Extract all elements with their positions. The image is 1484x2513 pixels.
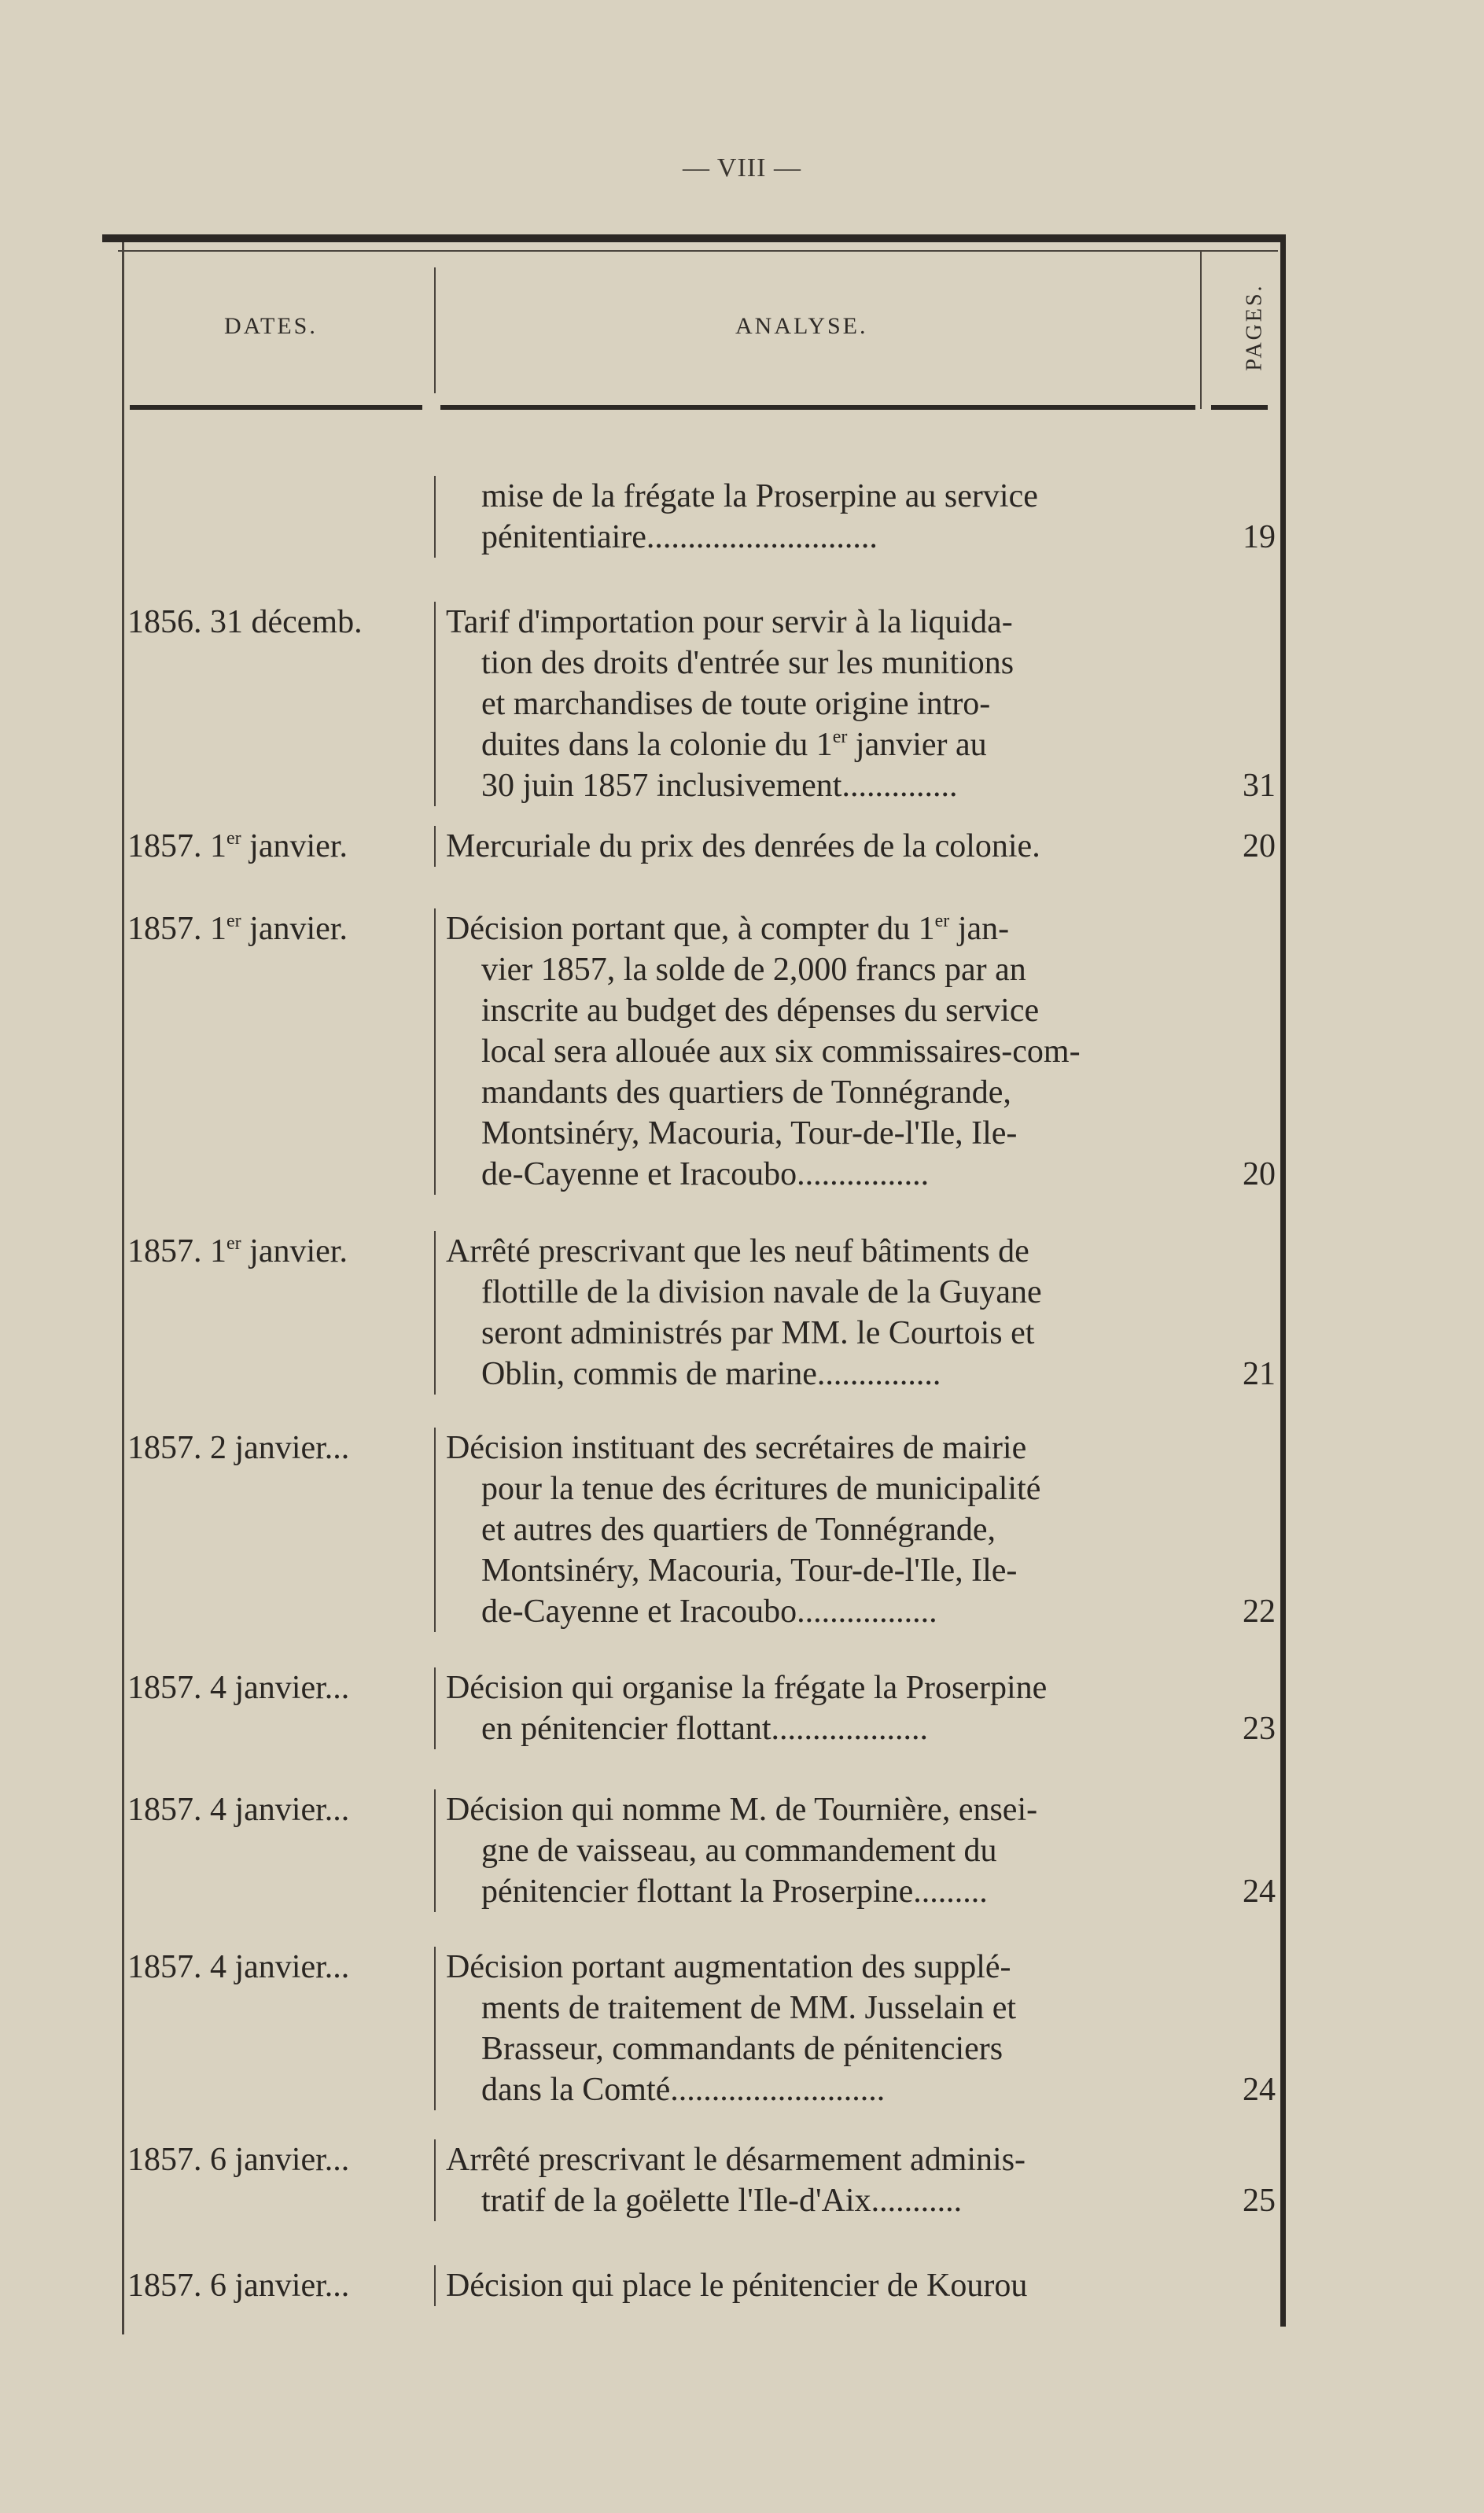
entry-analysis [446, 1428, 1184, 1632]
analysis-line: tion des droits d'entrée sur les munitions [481, 645, 1014, 681]
analysis-line: pour la tenue des écritures de municipalité [481, 1471, 1041, 1507]
analysis-line: Décision portant augmentation des supplé- [446, 1949, 1011, 1985]
analysis-line: ments de traitement de MM. Jusselain et [481, 1990, 1017, 2026]
entry-page-number: 20 [1243, 1156, 1276, 1192]
entry-analysis [446, 2139, 1184, 2221]
analysis-line: 30 juin 1857 inclusivement.............. [481, 768, 958, 804]
analysis-line: vier 1857, la solde de 2,000 francs par an [481, 952, 1026, 988]
entry-analysis [446, 1231, 1184, 1395]
analysis-line: Décision qui nomme M. de Tournière, ensei- [446, 1792, 1038, 1828]
column-header-pages: PAGES. [1242, 283, 1267, 371]
header-rule-analyse [440, 405, 1195, 410]
analysis-line: Montsinéry, Macouria, Tour-de-l'Ile, Ile- [481, 1553, 1018, 1589]
entry-page-number: 24 [1243, 2072, 1276, 2108]
analysis-line: de-Cayenne et Iracoubo................. [481, 1594, 937, 1630]
analysis-line: dans la Comté.......................... [481, 2072, 886, 2108]
analysis-line: Mercuriale du prix des denrées de la colonie. [446, 828, 1040, 864]
table-left-border [122, 242, 124, 2334]
entry-page-number: 25 [1243, 2183, 1276, 2219]
analysis-line: et autres des quartiers de Tonnégrande, [481, 1512, 996, 1548]
row-column-separator [434, 2265, 436, 2306]
analysis-line: flottille de la division navale de la Guyane [481, 1274, 1042, 1310]
entry-date: 1857. 2 janvier... [127, 1430, 350, 1466]
page-header: — VIII — [683, 153, 801, 182]
entry-date: 1857. 6 janvier... [127, 2142, 350, 2178]
entry-date: 1857. 4 janvier... [127, 1670, 350, 1706]
analysis-line: Arrêté prescrivant que les neuf bâtiments de [446, 1233, 1029, 1269]
entry-analysis [446, 1789, 1184, 1912]
header-rule-dates [130, 405, 422, 410]
analysis-line: Oblin, commis de marine............... [481, 1356, 941, 1392]
analysis-line: Tarif d'importation pour servir à la liquida- [446, 604, 1013, 640]
analysis-line: Montsinéry, Macouria, Tour-de-l'Ile, Ile- [481, 1115, 1018, 1151]
analysis-line: et marchandises de toute origine intro- [481, 686, 991, 722]
header-rule-pages [1211, 405, 1268, 410]
analysis-line: gne de vaisseau, au commandement du [481, 1833, 997, 1869]
table-right-border [1280, 234, 1286, 2327]
analysis-line: seront administrés par MM. le Courtois et [481, 1315, 1035, 1351]
entry-date: 1857. 1er janvier. [127, 911, 348, 947]
analysis-line: en pénitencier flottant................... [481, 1711, 929, 1747]
analysis-line: duites dans la colonie du 1er janvier au [481, 727, 987, 763]
entry-date: 1857. 1er janvier. [127, 828, 348, 864]
entry-analysis [446, 602, 1184, 806]
column-header-analyse: ANALYSE. [735, 313, 868, 339]
entry-analysis [446, 2265, 1184, 2306]
analysis-line: Décision instituant des secrétaires de mairie [446, 1430, 1027, 1466]
analysis-line: Arrêté prescrivant le désarmement adminis- [446, 2142, 1026, 2178]
header-column-separator-pages [1200, 252, 1202, 409]
row-column-separator [434, 908, 436, 1195]
row-column-separator [434, 476, 436, 558]
row-column-separator [434, 602, 436, 806]
analysis-line: pénitentiaire............................ [481, 519, 878, 555]
row-column-separator [434, 1789, 436, 1912]
entry-page-number: 21 [1243, 1356, 1276, 1392]
entry-date: 1857. 4 janvier... [127, 1792, 350, 1828]
entry-analysis [446, 1947, 1184, 2110]
entry-date: 1856. 31 décemb. [127, 604, 363, 640]
column-header-dates: DATES. [224, 313, 318, 339]
entry-page-number: 20 [1243, 828, 1276, 864]
analysis-line: Décision portant que, à compter du 1er jan- [446, 911, 1010, 947]
entry-analysis [446, 908, 1184, 1195]
analysis-line: Brasseur, commandants de pénitenciers [481, 2031, 1003, 2067]
entry-page-number: 23 [1243, 1711, 1276, 1747]
header-column-separator-dates [434, 267, 436, 393]
row-column-separator [434, 1428, 436, 1632]
analysis-line: Décision qui place le pénitencier de Kourou [446, 2268, 1028, 2304]
analysis-line: pénitencier flottant la Proserpine......... [481, 1874, 988, 1910]
entry-date: 1857. 1er janvier. [127, 1233, 348, 1269]
analysis-line: mise de la frégate la Proserpine au service [481, 478, 1038, 514]
entry-analysis [446, 476, 1184, 558]
analysis-line: mandants des quartiers de Tonnégrande, [481, 1074, 1011, 1111]
entry-page-number: 22 [1243, 1594, 1276, 1630]
entry-date: 1857. 4 janvier... [127, 1949, 350, 1985]
row-column-separator [434, 1231, 436, 1395]
analysis-line: inscrite au budget des dépenses du service [481, 993, 1040, 1029]
table-top-thin-rule [118, 250, 1278, 252]
entry-analysis [446, 1667, 1184, 1749]
row-column-separator [434, 2139, 436, 2221]
entry-page-number: 31 [1243, 768, 1276, 804]
entry-page-number: 19 [1243, 519, 1276, 555]
row-column-separator [434, 1947, 436, 2110]
table-top-rule [102, 234, 1286, 242]
entry-analysis [446, 826, 1184, 867]
analysis-line: tratif de la goëlette l'Ile-d'Aix........... [481, 2183, 963, 2219]
analysis-line: de-Cayenne et Iracoubo................ [481, 1156, 930, 1192]
row-column-separator [434, 1667, 436, 1749]
entry-page-number: 24 [1243, 1874, 1276, 1910]
analysis-line: local sera allouée aux six commissaires-com- [481, 1034, 1081, 1070]
analysis-line: Décision qui organise la frégate la Proserpine [446, 1670, 1048, 1706]
entry-date: 1857. 6 janvier... [127, 2268, 350, 2304]
row-column-separator [434, 826, 436, 867]
